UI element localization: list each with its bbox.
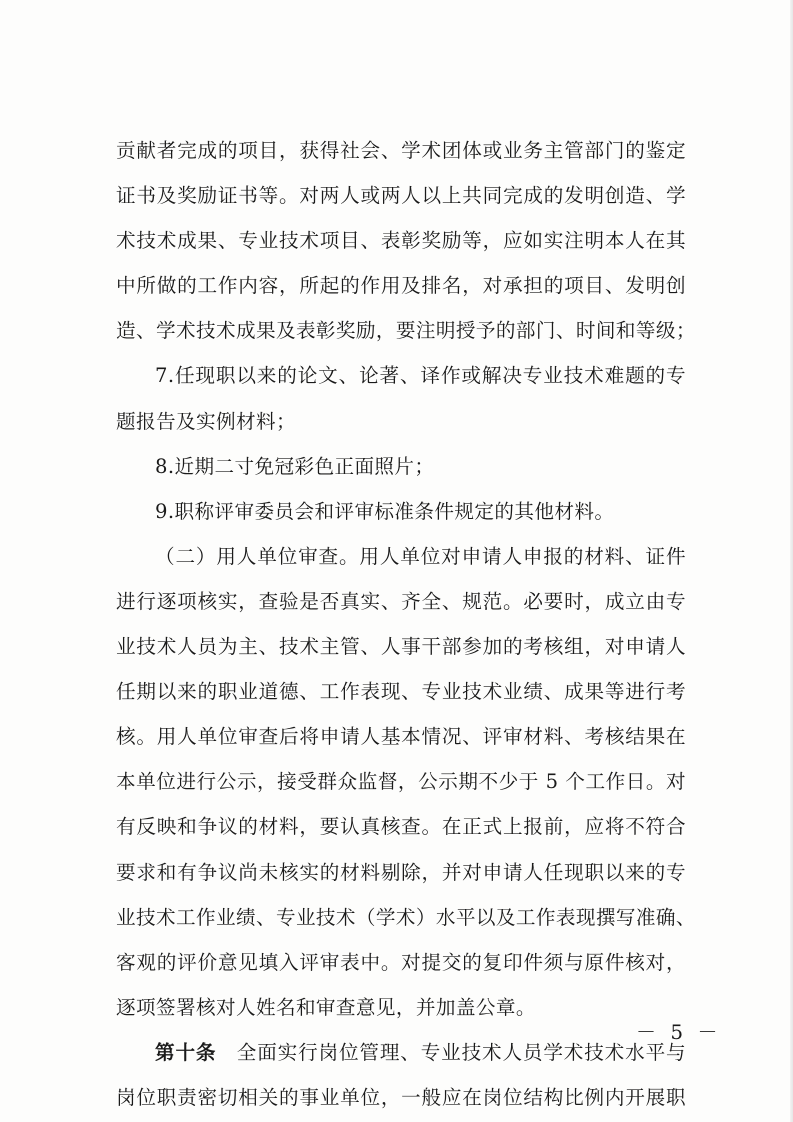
article-label: 第十条 [155, 1040, 217, 1064]
section-two-line: 有反映和争议的材料，要认真核查。在正式上报前，应将不符合 [116, 815, 686, 839]
section-two-line: 核。用人单位审查后将申请人基本情况、评审材料、考核结果在 [116, 725, 686, 749]
list-item-8: 8.近期二寸免冠彩色正面照片； [155, 454, 435, 478]
section-two-line: 进行逐项核实，查验是否真实、齐全、规范。必要时，成立由专 [116, 589, 686, 613]
article-ten-text: 全面实行岗位管理、专业技术人员学术技术水平与 [216, 1040, 687, 1064]
section-two-line: 业技术工作业绩、专业技术（学术）水平以及工作表现撰写准确、 [116, 905, 696, 929]
body-text [116, 128, 696, 1120]
article-ten-line: 岗位职责密切相关的事业单位，一般应在岗位结构比例内开展职 [116, 1085, 686, 1109]
section-two-line: 任期以来的职业道德、工作表现、专业技术业绩、成果等进行考 [116, 680, 686, 704]
text-line: 证书及奖励证书等。对两人或两人以上共同完成的发明创造、学 [116, 184, 686, 208]
section-two-line: 本单位进行公示，接受群众监督，公示期不少于 5 个工作日。对 [116, 770, 686, 794]
section-two-line: 要求和有争议尚未核实的材料剔除，并对申请人任现职以来的专 [116, 860, 686, 884]
list-item-9: 9.职称评审委员会和评审标准条件规定的其他材料。 [155, 499, 615, 523]
list-item-7-line: 7.任现职以来的论文、论著、译作或解决专业技术难题的专 [155, 364, 686, 388]
section-two-line: 逐项签署核对人姓名和审查意见，并加盖公章。 [116, 995, 536, 1019]
list-item-7-line: 题报告及实例材料； [116, 409, 296, 433]
text-line: 贡献者完成的项目，获得社会、学术团体或业务主管部门的鉴定 [116, 139, 686, 162]
article-ten-first-line [116, 1030, 686, 1075]
page-number: － 5 － [636, 1020, 722, 1044]
text-line: 中所做的工作内容，所起的作用及排名，对承担的项目、发明创 [116, 274, 686, 298]
section-two-line: 业技术人员为主、技术主管、人事干部参加的考核组，对申请人 [116, 635, 686, 659]
section-two-line: 客观的评价意见填入评审表中。对提交的复印件须与原件核对， [116, 950, 686, 974]
section-two-line: （二）用人单位审查。用人单位对申请人申报的材料、证件 [155, 544, 686, 568]
text-line: 术技术成果、专业技术项目、表彰奖励等，应如实注明本人在其 [116, 229, 686, 253]
text-line: 造、学术技术成果及表彰奖励，要注明授予的部门、时间和等级； [116, 319, 696, 343]
